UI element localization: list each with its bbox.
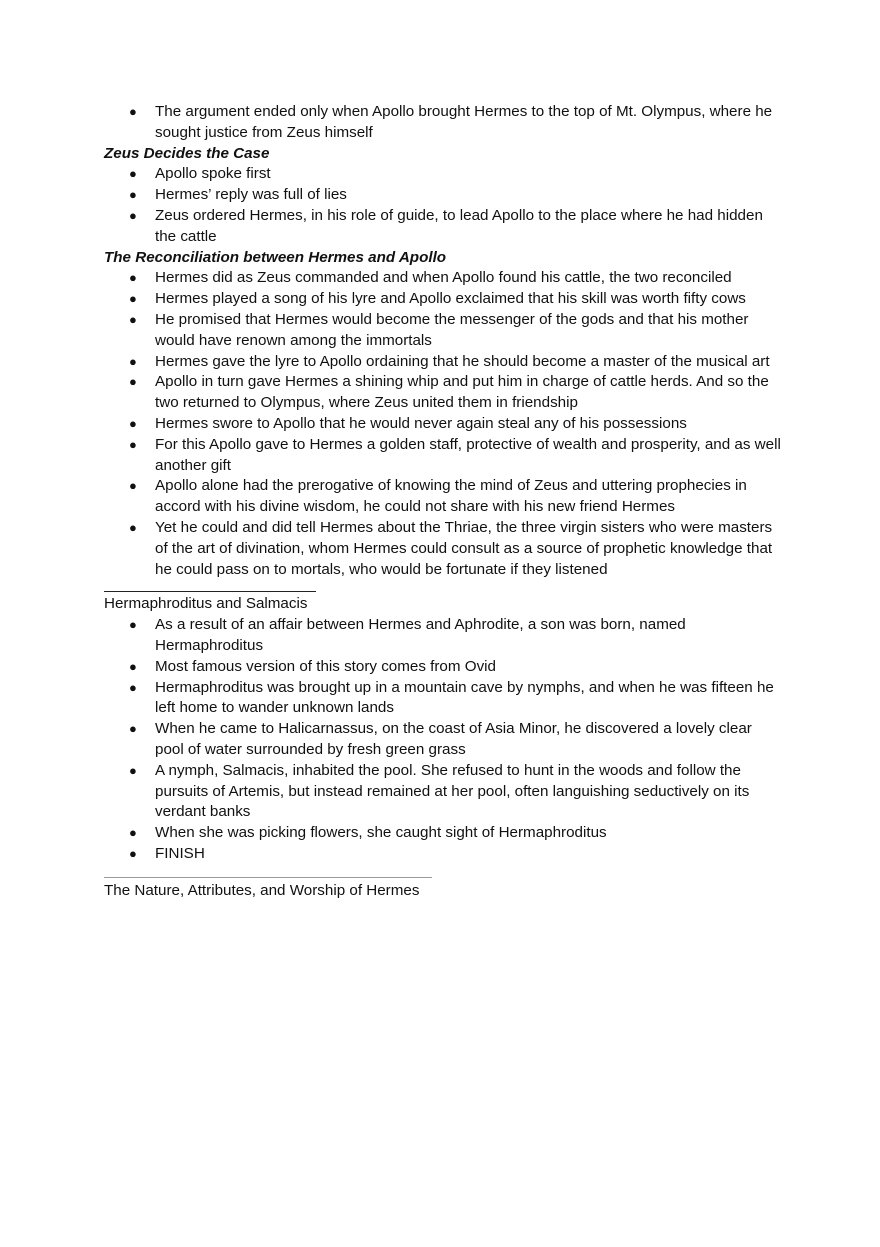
list-item-text: FINISH	[155, 844, 205, 862]
hermaphroditus-list	[104, 615, 784, 865]
list-item-text: Apollo in turn gave Hermes a shining whip and put him in charge of cattle herds. And so the two returned to Olympus, where Zeus united them in friendship	[155, 373, 769, 412]
bullet-icon: ●	[129, 721, 137, 737]
bullet-icon: ●	[129, 311, 137, 327]
bullet-icon: ●	[129, 166, 137, 182]
bullet-icon: ●	[129, 825, 137, 841]
document-page	[104, 102, 784, 901]
list-item-text: Apollo spoke first	[155, 165, 271, 183]
list-item	[104, 476, 784, 518]
list-item	[104, 352, 784, 373]
section-divider	[104, 877, 432, 878]
bullet-icon: ●	[129, 478, 137, 494]
list-item-text: Hermaphroditus was brought up in a mountain cave by nymphs, and when he was fifteen he left home to wander unknown lands	[155, 678, 774, 717]
list-item-text: Hermes played a song of his lyre and Apollo exclaimed that his skill was worth fifty cows	[155, 290, 746, 308]
bullet-icon: ●	[129, 519, 137, 535]
list-item	[104, 268, 784, 289]
bullet-icon: ●	[129, 415, 137, 431]
bullet-icon: ●	[129, 436, 137, 452]
list-item	[104, 206, 784, 248]
list-item-text: Apollo alone had the prerogative of knowing the mind of Zeus and uttering prophecies in accord with his divine wisdom, he could not share with his new friend Hermes	[155, 477, 747, 516]
section-divider	[104, 591, 316, 592]
bullet-icon: ●	[129, 374, 137, 390]
list-item-text: He promised that Hermes would become the messenger of the gods and that his mother would have renown among the immortals	[155, 310, 749, 349]
list-item-text: Hermes’ reply was full of lies	[155, 186, 347, 204]
section-heading-hermaphroditus: Hermaphroditus and Salmacis	[104, 595, 308, 613]
list-item	[104, 185, 784, 206]
section-heading-reconciliation: The Reconciliation between Hermes and Apollo	[104, 248, 447, 266]
bullet-icon: ●	[129, 207, 137, 223]
list-item	[104, 657, 784, 678]
list-item	[104, 844, 784, 865]
list-item	[104, 678, 784, 720]
list-item-text: The argument ended only when Apollo brought Hermes to the top of Mt. Olympus, where he sought justice from Zeus himself	[155, 103, 773, 141]
list-item-text: As a result of an affair between Hermes and Aphrodite, a son was born, named Hermaphroditus	[155, 616, 686, 654]
list-item	[104, 164, 784, 185]
list-item-text: Hermes swore to Apollo that he would never again steal any of his possessions	[155, 414, 687, 432]
intro-list	[104, 102, 784, 144]
list-item	[104, 823, 784, 844]
section-heading-zeus: Zeus Decides the Case	[104, 144, 270, 162]
list-item-text: Most famous version of this story comes from Ovid	[155, 657, 496, 675]
list-item	[104, 761, 784, 823]
bullet-icon: ●	[129, 291, 137, 307]
bullet-icon: ●	[129, 762, 137, 778]
list-item	[104, 310, 784, 352]
reconciliation-list	[104, 268, 784, 580]
bullet-icon: ●	[129, 270, 137, 286]
zeus-list	[104, 164, 784, 247]
list-item-text: Hermes gave the lyre to Apollo ordaining that he should become a master of the musical art	[155, 352, 770, 370]
list-item	[104, 102, 784, 144]
list-item-text: A nymph, Salmacis, inhabited the pool. She refused to hunt in the woods and follow the pursuits of Artemis, but instead remained at her pool, often languishing seductively on its verdant banks	[155, 761, 750, 821]
list-item-text: When she was picking flowers, she caught sight of Hermaphroditus	[155, 824, 607, 842]
list-item-text: When he came to Halicarnassus, on the coast of Asia Minor, he discovered a lovely clear pool of water surrounded by fresh green grass	[155, 720, 752, 758]
list-item	[104, 289, 784, 310]
bullet-icon: ●	[129, 353, 137, 369]
list-item-text: Yet he could and did tell Hermes about the Thriae, the three virgin sisters who were masters of the art of divination, whom Hermes could consult as a source of prophetic knowledge that he could pass on to mortals, who would be fortunate if they listened	[155, 518, 773, 578]
list-item-text: Zeus ordered Hermes, in his role of guide, to lead Apollo to the place where he had hidden the cattle	[155, 206, 763, 245]
bullet-icon: ●	[129, 658, 137, 674]
list-item	[104, 435, 784, 477]
bullet-icon: ●	[129, 679, 137, 695]
list-item	[104, 372, 784, 414]
list-item	[104, 615, 784, 657]
bullet-icon: ●	[129, 187, 137, 203]
bullet-icon: ●	[129, 104, 137, 119]
list-item	[104, 719, 784, 761]
section-heading-nature: The Nature, Attributes, and Worship of Hermes	[104, 881, 420, 899]
list-item	[104, 518, 784, 580]
list-item-text: For this Apollo gave to Hermes a golden staff, protective of wealth and prosperity, and as well another gift	[155, 435, 781, 474]
bullet-icon: ●	[129, 617, 137, 633]
bullet-icon: ●	[129, 845, 137, 861]
list-item	[104, 414, 784, 435]
list-item-text: Hermes did as Zeus commanded and when Apollo found his cattle, the two reconciled	[155, 269, 732, 287]
